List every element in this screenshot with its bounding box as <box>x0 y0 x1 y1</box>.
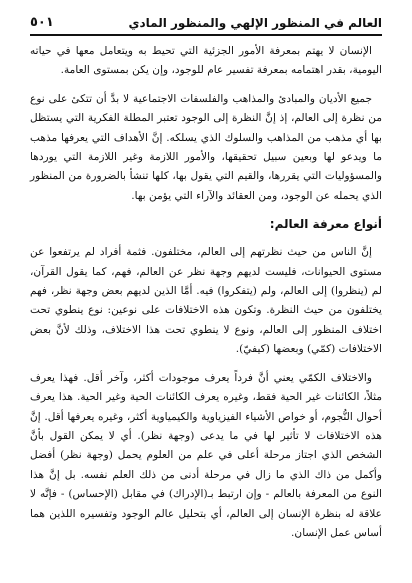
page-number: ٥٠١ <box>30 15 54 30</box>
running-title: العالم في المنظور الإلهي والمنظور المادي <box>128 16 382 30</box>
paragraph-4: والاختلاف الكمّي يعني أنَّ فرداً يعرف موجودات أكثر، وآخر أقل. فهذا يعرف مثلاً، الكائنات غير الحية فقط، وغيره يعرف الكائنات الحية وغير الحية. هذا يعرف أحوال النُّجوم، أو خواص الأشياء الفيزياوية والكيمياوية أكثر، وغيره يعرفها أقل. إنَّ هذه الاختلافات لا تأثير لها في ما يدعى (وجهة نظر). أي لا يمكن القول بأنَّ الشخص الذي اجتاز مرحلة أعلى في علم من العلوم يحمل (وجهة نظر) أفضل وأكمل من ذاك الذي ما زال في مرحلة أدنى من ذلك العلم نفسه. بل إنَّ هذا النوع من المعرفة بالعالم - وإن ارتبط بـ(الإدراك) في مقابل (الإحساس) - فإنَّه لا علاقة له بنظرة الإنسان إلى العالم، أي بتحليل عالم الوجود وتفسيره اللذين هما أساس عمل الإنسان. <box>30 371 382 539</box>
page-body <box>30 42 382 552</box>
running-header <box>30 10 382 36</box>
paragraph-1: الإنسان لا يهتم بمعرفة الأمور الجزئية التي تحيط به ويتعامل معها في حياته اليومية، بقدر اهتمامه بمعرفة تفسير عام للوجود، وإن يكن بمستوى العامة. <box>30 45 382 77</box>
paragraph-3: إنَّ الناس من حيث نظرتهم إلى العالم، مختلفون. فثمة أفراد لم يرتفعوا عن مستوى الحيوانات، فليست لديهم وجهة نظر عن العالم، فهم، كما يقول القرآن، لم (ينظروا) إلى العالم، ولم (يتفكروا) فيه. أمَّا الذين لديهم بعض وجهة نظر، فهم يختلفون من حيث النظرة. وتكون هذه الاختلافات على نوعين: نوع ينطوي تحت اختلاف المنظور إلى العالم، ونوع لا ينطوي تحت هذا الاختلاف، وذلك لأنَّ بعض الاختلافات (كمّي) وبعضها (كيفيّ). <box>30 246 382 356</box>
section-heading: أنواع معرفة العالم: <box>269 217 382 232</box>
paragraph-2: جميع الأديان والمبادئ والمذاهب والفلسفات الاجتماعية لا بدَّ أن تتكئ على نوع من نظرة إلى العالم، إذ إنَّ النظرة إلى الوجود تعتبر المطلة الفكرية التي يستظل بها أي مذهب من المذاهب والسلوك الذي يسلكه. إنَّ الأهداف التي يعرفها مذهب ما ويدعو لها وبعين سبيل تحقيقها، والأمور اللازمة وغير اللازمة التي يوردها والمسؤوليات التي يقررها، والقيم التي يقول بها، كلها تنشأ بالضرورة من المنظور الذي يحمله عن الوجود، ومن العقائد والآراء التي يؤمن بها. <box>30 92 382 202</box>
